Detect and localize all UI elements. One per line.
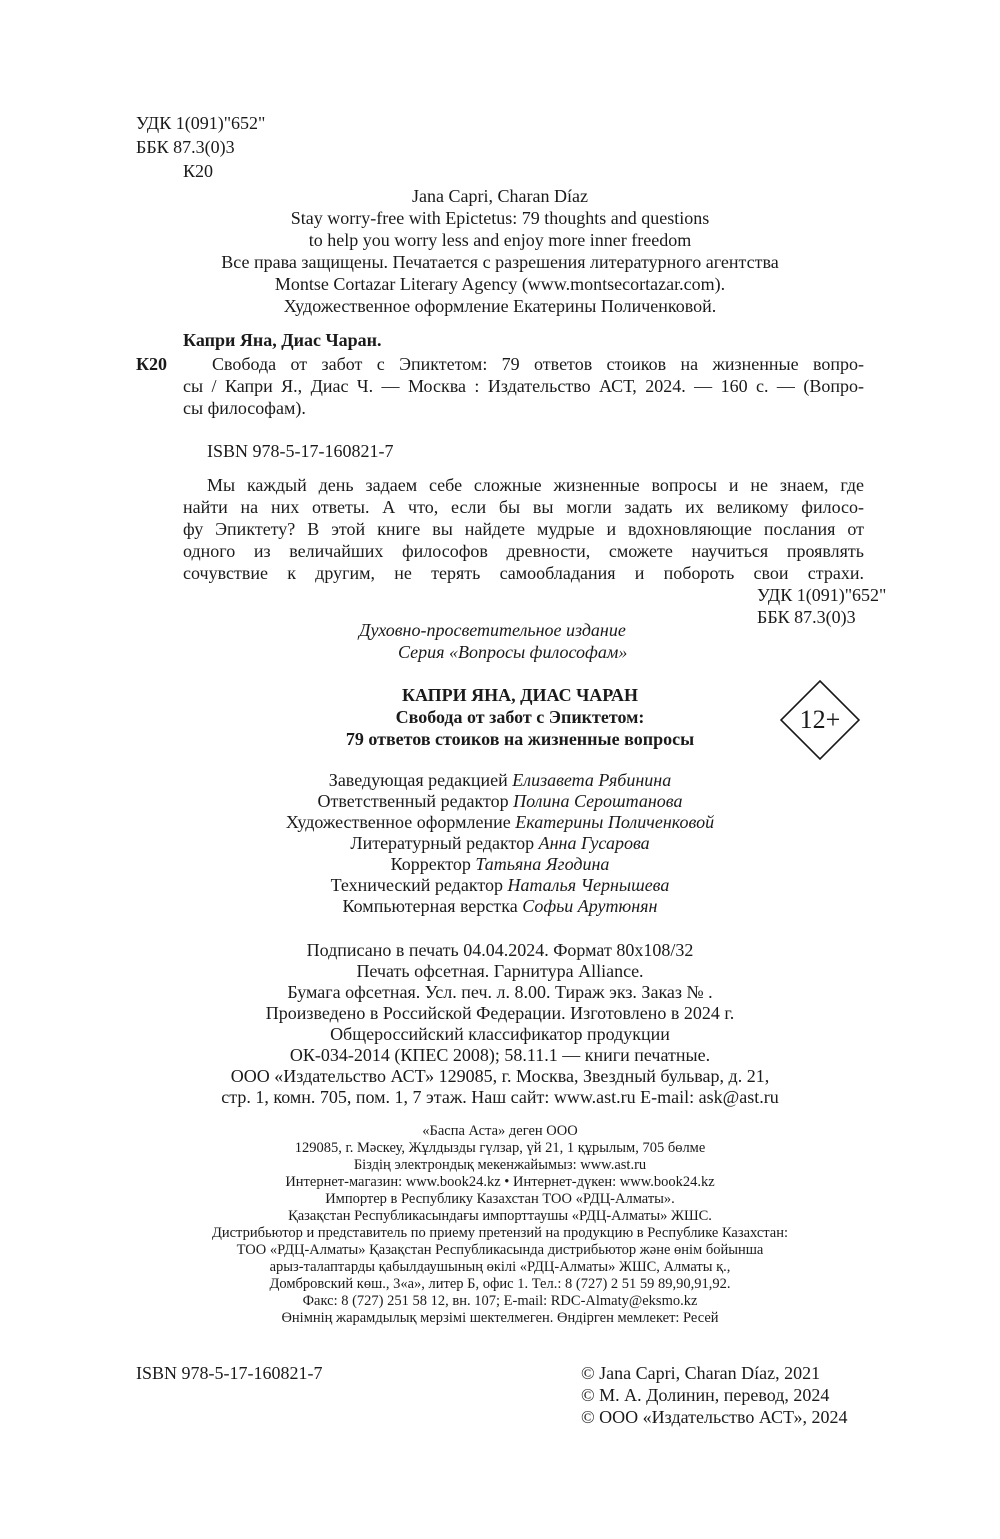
credit-role: Заведующая редакцией <box>328 770 508 790</box>
credit-role: Художественное оформление <box>285 812 511 832</box>
bbk-code: ББК 87.3(0)3 <box>136 137 235 157</box>
credit-name: Татьяна Ягодина <box>475 854 610 874</box>
credit-line <box>0 833 1000 854</box>
kz-line: Өнімнің жарамдылық мерзімі шектелмеген. Өндірген мемлекет: Ресей <box>281 1310 719 1326</box>
credit-line <box>0 896 1000 917</box>
credit-line <box>0 812 1000 833</box>
kz-line: 129085, г. Мәскеу, Жұлдызды гүлзар, үй 21, 1 құрылым, 705 бөлме <box>294 1140 706 1156</box>
imprint-line: стр. 1, комн. 705, пом. 1, 7 этаж. Наш сайт: www.ast.ru E-mail: ask@ast.ru <box>221 1087 779 1107</box>
original-authors: Jana Capri, Charan Díaz <box>412 186 588 206</box>
annotation-udk: УДК 1(091)"652" <box>757 585 887 605</box>
credit-line <box>0 854 1000 875</box>
original-title-line2: to help you worry less and enjoy more inner freedom <box>308 230 692 250</box>
age-rating-text: 12+ <box>799 705 841 734</box>
imprint-line: Подписано в печать 04.04.2024. Формат 80х108/32 <box>306 940 694 960</box>
catalog-code: К20 <box>136 354 168 374</box>
kz-line: Домбровский көш., 3«а», литер Б, офис 1. Тел.: 8 (727) 2 51 59 89,90,91,92. <box>269 1276 731 1292</box>
catalog-line2: сы / Капри Я., Диас Ч. — Москва : Издательство АСТ, 2024. — 160 с. — (Вопро- <box>183 376 864 396</box>
credit-role: Компьютерная верстка <box>342 896 518 916</box>
udk-code: УДК 1(091)"652" <box>136 113 266 133</box>
imprint-line: ООО «Издательство АСТ» 129085, г. Москва, Звездный бульвар, д. 21, <box>230 1066 770 1086</box>
credit-name: Анна Гусарова <box>538 833 650 853</box>
original-title-line1: Stay worry-free with Epictetus: 79 thoughts and questions <box>290 208 710 228</box>
catalog-authors: Капри Яна, Диас Чаран. <box>183 330 382 350</box>
annotation-line4: одного из величайших философов древности, сможете научиться проявлять <box>183 541 864 561</box>
credit-name: Наталья Чернышева <box>507 875 670 895</box>
imprint-line: Печать офсетная. Гарнитура Alliance. <box>356 961 644 981</box>
kz-line: «Баспа Аста» деген ООО <box>422 1123 578 1139</box>
agency-line: Montse Cortazar Literary Agency (www.montsecortazar.com). <box>274 274 726 294</box>
credit-line <box>0 875 1000 896</box>
kz-line: Импортер в Республику Казахстан ТОО «РДЦ-Алматы». <box>325 1191 675 1207</box>
credit-name: Полина Серoштанова <box>513 791 683 811</box>
kz-line: Дистрибьютор и представитель по приему претензий на продукцию в Республике Казахстан: <box>211 1225 789 1241</box>
kz-line: Интернет-магазин: www.book24.kz • Интернет-дүкен: www.book24.kz <box>285 1174 715 1190</box>
kz-line: Факс: 8 (727) 251 58 12, вн. 107; E-mail: RDC-Almaty@eksmo.kz <box>302 1293 698 1309</box>
credit-role: Технический редактор <box>330 875 503 895</box>
rights-line: Все права защищены. Печатается с разрешения литературного агентства <box>221 252 779 272</box>
copyright-line: © М. А. Долинин, перевод, 2024 <box>581 1385 830 1405</box>
author-code: К20 <box>183 161 214 181</box>
credit-name: Екатерины Поличенковой <box>515 812 715 832</box>
credit-line <box>0 770 1000 791</box>
age-rating-badge <box>780 680 860 760</box>
credit-line <box>0 791 1000 812</box>
imprint-line: Бумага офсетная. Усл. печ. л. 8.00. Тираж экз. Заказ № . <box>287 982 713 1002</box>
kz-line: ТОО «РДЦ-Алматы» Қазақстан Республикасында дистрибьютор және өнім бойынша <box>236 1242 764 1258</box>
annotation-line2: найти на них ответы. А что, если бы вы могли задать их великому филосо- <box>183 497 864 517</box>
footer-isbn: ISBN 978-5-17-160821-7 <box>136 1363 323 1383</box>
edition-type: Духовно-просветительное издание <box>359 620 626 640</box>
credit-role: Ответственный редактор <box>317 791 509 811</box>
kz-line: арыз-талаптарды қабылдаушының өкілі «РДЦ-Алматы» ЖШС, Алматы қ., <box>269 1259 731 1275</box>
kz-line: Біздің электрондық мекенжайымыз: www.ast.ru <box>353 1157 647 1173</box>
annotation-line3: фу Эпиктету? В этой книге вы найдете мудрые и вдохновляющие послания от <box>183 519 864 539</box>
credit-name: Елизавета Рябинина <box>512 770 672 790</box>
catalog-line3: сы философам). <box>183 398 306 418</box>
annotation-bbk: ББК 87.3(0)3 <box>757 607 856 627</box>
catalog-isbn: ISBN 978-5-17-160821-7 <box>207 441 394 461</box>
copyright-line: © ООО «Издательство АСТ», 2024 <box>581 1407 848 1427</box>
credit-role: Корректор <box>390 854 471 874</box>
title-line2: 79 ответов стоиков на жизненные вопросы <box>345 729 695 749</box>
title-authors: КАПРИ ЯНА, ДИАС ЧАРАН <box>402 685 638 705</box>
edition-series: Серия «Вопросы философам» <box>398 642 628 662</box>
title-line1: Свобода от забот с Эпиктетом: <box>395 707 645 727</box>
annotation-line5: сочувствие к другим, не терять самообладания и побороть свои страхи. <box>183 563 864 583</box>
design-credit-line: Художественное оформление Екатерины Поличенковой. <box>283 296 717 316</box>
credit-role: Литературный редактор <box>350 833 535 853</box>
imprint-line: ОК-034-2014 (КПЕС 2008); 58.11.1 — книги печатные. <box>289 1045 711 1065</box>
credit-name: Софьи Арутюнян <box>522 896 658 916</box>
kz-line: Қазақстан Республикасындағы импорттаушы «РДЦ-Алматы» ЖШС. <box>288 1208 712 1224</box>
imprint-line: Произведено в Российской Федерации. Изготовлено в 2024 г. <box>265 1003 735 1023</box>
catalog-line1: Свобода от забот с Эпиктетом: 79 ответов стоиков на жизненные вопро- <box>212 354 864 374</box>
imprint-line: Общероссийский классификатор продукции <box>330 1024 670 1044</box>
annotation-line1: Мы каждый день задаем себе сложные жизненные вопросы и не знаем, где <box>207 475 864 495</box>
copyright-line: © Jana Capri, Charan Díaz, 2021 <box>581 1363 821 1383</box>
